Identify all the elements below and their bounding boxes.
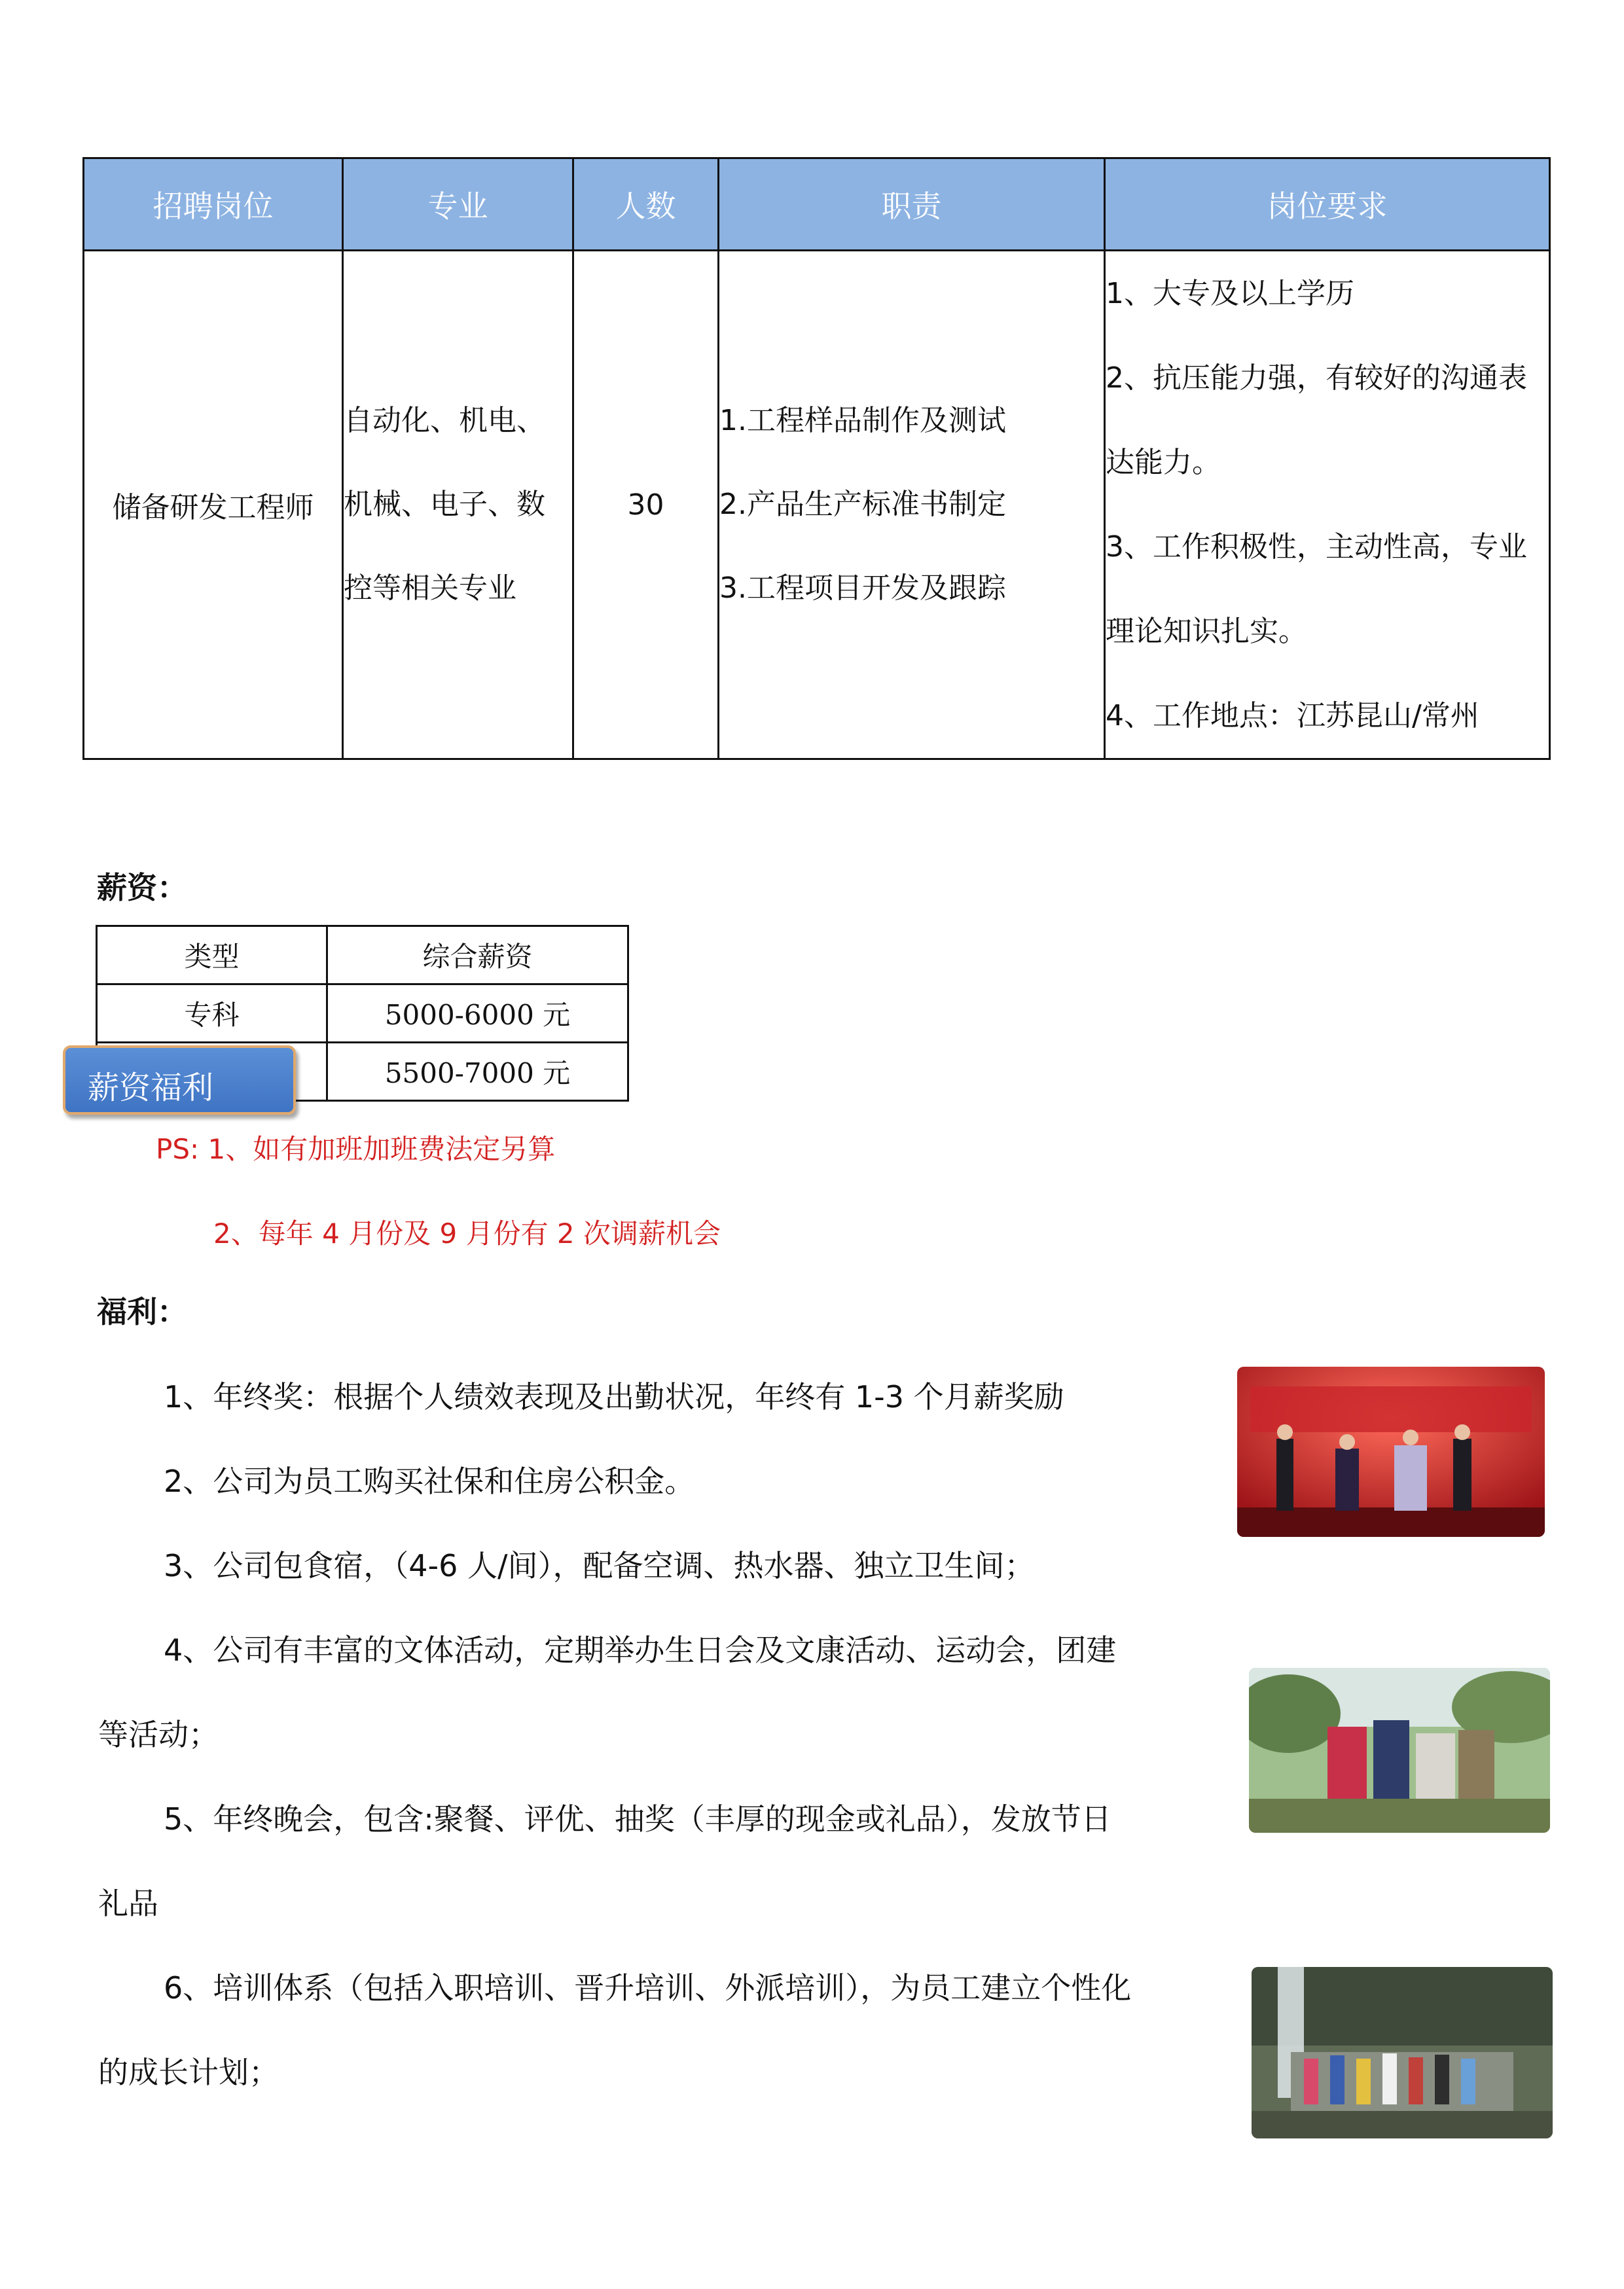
requirement-line: 3、工作积极性，主动性高，专业 — [1106, 530, 1527, 564]
benefit-line: 2、公司为员工购买社保和住房公积金。 — [164, 1464, 695, 1499]
ps-note-1: PS: 1、如有加班加班费法定另算 — [156, 1133, 556, 1165]
salary-header-row — [97, 926, 628, 984]
majors-cell — [343, 251, 573, 759]
benefits-heading: 福利： — [97, 1294, 187, 1329]
requirement-line: 2、抗压能力强，有较好的沟通表 — [1106, 361, 1527, 395]
benefit-line: 3、公司包食宿，（4-6 人/间），配备空调、热水器、独立卫生间； — [164, 1548, 1035, 1583]
table-row — [84, 251, 1550, 759]
job-table-header-row — [84, 158, 1550, 251]
benefit-line: 4、公司有丰富的文体活动，定期举办生日会及文康活动、运动会，团建 — [164, 1632, 1117, 1668]
ps-note-2: 2、每年 4 月份及 9 月份有 2 次调薪机会 — [213, 1217, 721, 1250]
requirement-line: 理论知识扎实。 — [1106, 615, 1307, 648]
outdoor-trip-photo — [1252, 1967, 1553, 2138]
benefit-line: 礼品 — [98, 1886, 158, 1921]
salary-type: 专科 — [97, 984, 327, 1043]
duties-cell — [719, 251, 1105, 759]
job-table — [82, 157, 1551, 760]
benefit-line: 的成长计划； — [98, 2055, 279, 2090]
duty-line: 3.工程项目开发及跟踪 — [719, 571, 1006, 605]
benefit-line: 6、培训体系（包括入职培训、晋升培训、外派培训），为员工建立个性化 — [164, 1970, 1132, 2006]
major-line: 自动化、机电、 — [344, 404, 545, 437]
duty-line: 1.工程样品制作及测试 — [719, 404, 1006, 437]
salary-heading: 薪资： — [97, 870, 187, 905]
requirement-line: 达能力。 — [1106, 446, 1221, 479]
table-row — [97, 984, 628, 1043]
header-count: 人数 — [573, 158, 719, 251]
team-activity-photo — [1249, 1668, 1550, 1833]
header-position: 招聘岗位 — [84, 158, 343, 251]
header-duties: 职责 — [719, 158, 1105, 251]
count-cell: 30 — [573, 251, 719, 759]
header-requirements: 岗位要求 — [1105, 158, 1550, 251]
major-line: 机械、电子、数 — [344, 488, 545, 521]
salary-pay: 5000-6000 元 — [327, 984, 628, 1043]
position-cell: 储备研发工程师 — [84, 251, 343, 759]
benefit-line: 5、年终晚会，包含:聚餐、评优、抽奖（丰厚的现金或礼品），发放节日 — [164, 1801, 1111, 1837]
salary-header-pay: 综合薪资 — [327, 926, 628, 984]
salary-header-type: 类型 — [97, 926, 327, 984]
requirement-line: 1、大专及以上学历 — [1106, 277, 1354, 310]
welfare-badge: 薪资福利 — [63, 1045, 296, 1115]
header-major: 专业 — [343, 158, 573, 251]
benefit-line: 等活动； — [98, 1717, 219, 1752]
requirements-cell — [1105, 251, 1550, 759]
duty-line: 2.产品生产标准书制定 — [719, 488, 1006, 521]
gala-stage-photo — [1237, 1367, 1545, 1537]
major-line: 控等相关专业 — [344, 571, 516, 605]
salary-pay: 5500-7000 元 — [327, 1043, 628, 1101]
requirement-line: 4、工作地点：江苏昆山/常州 — [1106, 699, 1479, 732]
benefit-line: 1、年终奖：根据个人绩效表现及出勤状况，年终有 1-3 个月薪奖励 — [164, 1379, 1064, 1415]
